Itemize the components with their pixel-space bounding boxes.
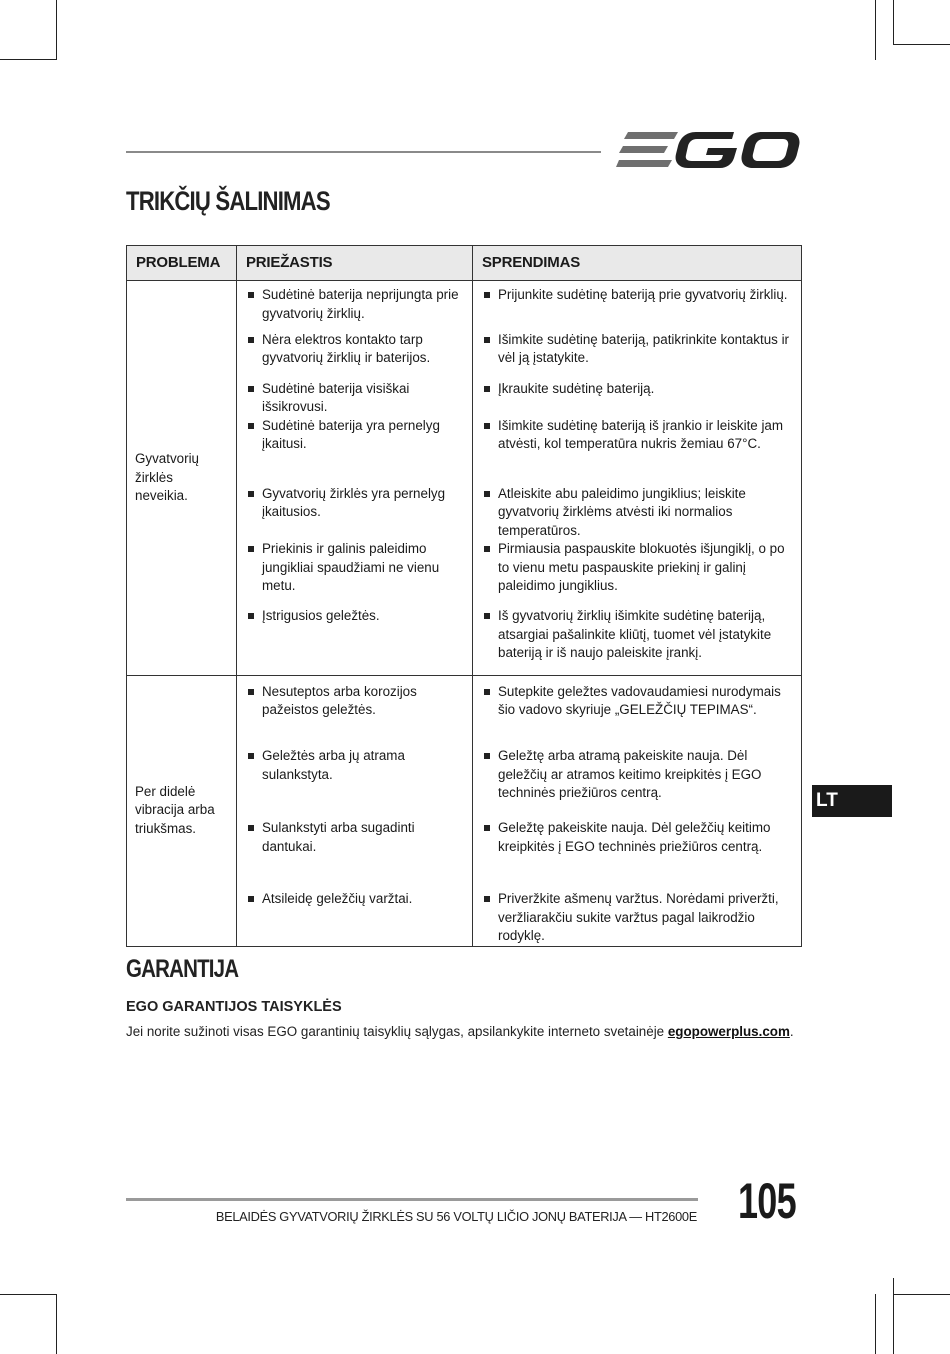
crop-mark — [0, 59, 57, 60]
column-header-problem: PROBLEMA — [127, 246, 237, 281]
cause-item: Atsileidę geležčių varžtai. — [237, 890, 472, 909]
problem-cell: Per didelė vibracija arba triukšmas. — [135, 783, 215, 836]
crop-mark — [893, 1278, 894, 1354]
crop-mark — [893, 1294, 950, 1295]
ego-logo — [616, 128, 800, 172]
cause-item: Sulankstyti arba sugadinti dantukai. — [237, 819, 472, 856]
language-tab: LT — [812, 785, 892, 817]
table-header-row — [127, 246, 802, 281]
solution-item: Geležtę arba atramą pakeiskite nauja. Dėl geležčių ar atramos keitimo kreipkitės į EGO techninės priežiūros centrą. — [473, 747, 801, 803]
warranty-subtitle: EGO GARANTIJOS TAISYKLĖS — [126, 999, 342, 1015]
footer-rule — [126, 1198, 698, 1201]
solution-item: Geležtę pakeiskite nauja. Dėl geležčių keitimo kreipkitės į EGO techninės priežiūros centrą. — [473, 819, 801, 856]
crop-mark — [893, 0, 894, 45]
cause-item: Sudėtinė baterija visiškai išsikrovusi. — [237, 380, 472, 417]
cause-item: Nesuteptos arba korozijos pažeistos geležtės. — [237, 683, 472, 720]
header-rule — [126, 151, 601, 153]
solution-item: Sutepkite geležtes vadovaudamiesi nurodymais šio vadovo skyriuje „GELEŽČIŲ TEPIMAS“. — [473, 683, 801, 720]
footer-title: BELAIDĖS GYVATVORIŲ ŽIRKLĖS SU 56 VOLTŲ LIČIO JONŲ BATERIJA — HT2600E — [215, 1209, 697, 1224]
warranty-text-end: . — [789, 1024, 794, 1039]
solution-item: Iš gyvatvorių žirklių išimkite sudėtinę bateriją, atsargiai pašalinkite kliūtį, tuomet vėl įstatykite bateriją ir iš naujo paleiskite įrankį. — [473, 607, 801, 663]
crop-mark — [875, 0, 876, 60]
warranty-text-body: Jei norite sužinoti visas EGO garantinių taisyklių sąlygas, apsilankykite interneto svetainėje — [126, 1024, 668, 1039]
section-title: TRIKČIŲ ŠALINIMAS — [126, 186, 330, 216]
solution-item: Prijunkite sudėtinę bateriją prie gyvatvorių žirklių. — [473, 286, 801, 305]
crop-mark — [875, 1294, 876, 1354]
warranty-link[interactable]: egopowerplus.com — [667, 1024, 790, 1039]
column-header-solution: SPRENDIMAS — [473, 246, 802, 281]
table-row — [127, 675, 802, 747]
cause-item: Gyvatvorių žirklės yra pernelyg įkaitusios. — [237, 485, 472, 522]
crop-mark — [56, 1294, 57, 1354]
solution-item: Išimkite sudėtinę bateriją iš įrankio ir leiskite jam atvėsti, kol temperatūra nukris žemiau 67°C. — [473, 417, 801, 454]
page-number: 105 — [738, 1173, 796, 1229]
solution-item: Atleiskite abu paleidimo jungiklius; leiskite gyvatvorių žirklėms atvėsti iki normalios temperatūros. — [473, 485, 801, 541]
warranty-title: GARANTIJA — [126, 955, 239, 983]
solution-item: Priveržkite ašmenų varžtus. Norėdami priveržti, veržliarakčiu sukite varžtus pagal laikrodžio rodyklę. — [473, 890, 801, 946]
table-row — [127, 281, 802, 331]
problem-cell: Gyvatvorių žirklės neveikia. — [135, 451, 199, 503]
cause-item: Priekinis ir galinis paleidimo jungikliai spaudžiami ne vienu metu. — [237, 540, 472, 596]
cause-item: Įstrigusios geležtės. — [237, 607, 472, 626]
solution-item: Įkraukite sudėtinę bateriją. — [473, 380, 801, 399]
cause-item: Sudėtinė baterija yra pernelyg įkaitusi. — [237, 417, 472, 454]
crop-mark — [56, 0, 57, 60]
crop-mark — [0, 1294, 57, 1295]
cause-item: Nėra elektros kontakto tarp gyvatvorių žirklių ir baterijos. — [237, 331, 472, 368]
troubleshooting-table — [126, 245, 802, 947]
crop-mark — [893, 44, 950, 45]
solution-item: Pirmiausia paspauskite blokuotės išjungiklį, o po to vienu metu paspauskite priekinį ir galinį paleidimo jungiklius. — [473, 540, 801, 596]
cause-item: Geležtės arba jų atrama sulankstyta. — [237, 747, 472, 784]
cause-item: Sudėtinė baterija neprijungta prie gyvatvorių žirklių. — [237, 286, 472, 323]
warranty-text — [126, 1024, 794, 1039]
solution-item: Išimkite sudėtinę bateriją, patikrinkite kontaktus ir vėl ją įstatykite. — [473, 331, 801, 368]
column-header-cause: PRIEŽASTIS — [237, 246, 473, 281]
